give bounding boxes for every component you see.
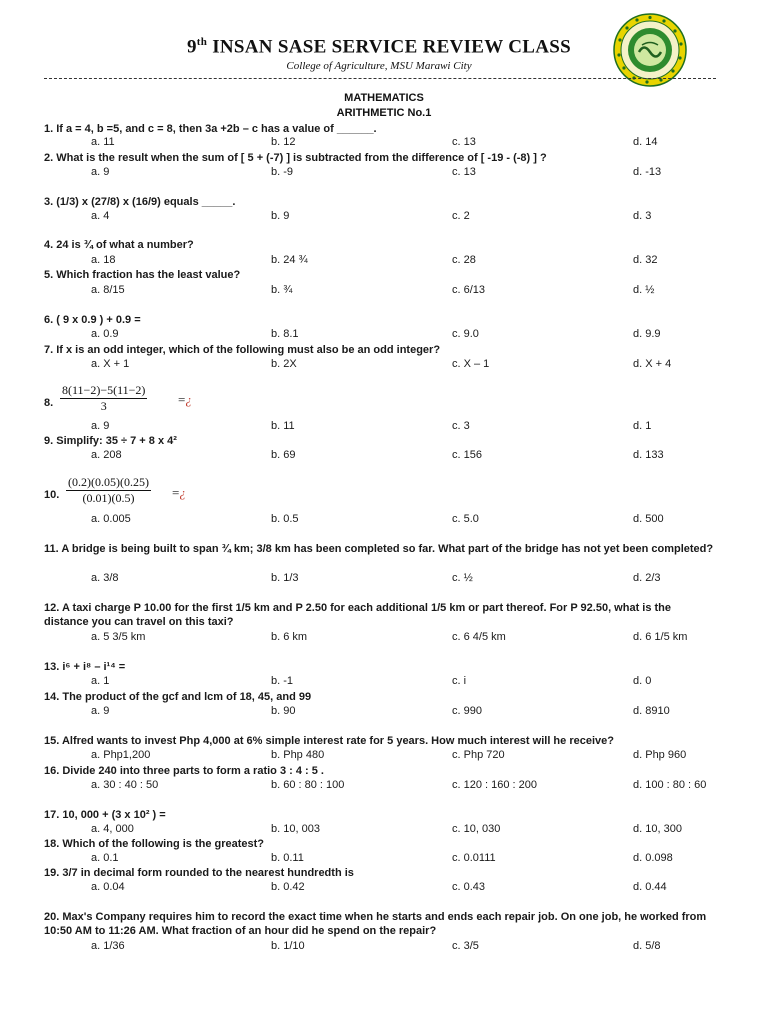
choice-5d: d. ½	[633, 284, 655, 296]
choice-5b: b. ¾	[271, 284, 293, 296]
choice-8a: a. 9	[91, 420, 110, 432]
choice-20d: d. 5/8	[633, 940, 661, 952]
choice-6a: a. 0.9	[91, 328, 119, 340]
choice-16d: d. 100 : 80 : 60	[633, 779, 707, 791]
q8-equals: =¿	[178, 392, 192, 407]
choice-1c: c. 13	[452, 136, 476, 148]
choice-14b: b. 90	[271, 705, 296, 717]
insan-sase-seal-icon	[612, 12, 688, 88]
choice-19c: c. 0.43	[452, 881, 486, 893]
question-3: 3. (1/3) x (27/8) x (16/9) equals _____.	[44, 196, 236, 208]
choice-7a: a. X + 1	[91, 358, 130, 370]
review-class-title: 9th INSAN SASE SERVICE REVIEW CLASS	[186, 36, 572, 58]
choice-13b: b. -1	[271, 675, 294, 687]
question-8-fraction	[60, 383, 147, 414]
choice-14d: d. 8910	[633, 705, 670, 717]
choice-14a: a. 9	[91, 705, 110, 717]
question-18: 18. Which of the following is the greatest?	[44, 838, 265, 850]
choice-20c: c. 3/5	[452, 940, 479, 952]
choice-9d: d. 133	[633, 449, 664, 461]
choice-4b: b. 24 ¾	[271, 254, 308, 266]
choice-19a: a. 0.04	[91, 881, 125, 893]
choice-3c: c. 2	[452, 210, 470, 222]
choice-17a: a. 4, 000	[91, 823, 134, 835]
choice-2c: c. 13	[452, 166, 476, 178]
choice-10d: d. 500	[633, 513, 664, 525]
choice-4c: c. 28	[452, 254, 476, 266]
choice-15d: d. Php 960	[633, 749, 687, 761]
choice-3b: b. 9	[271, 210, 290, 222]
choice-3a: a. 4	[91, 210, 110, 222]
choice-1d: d. 14	[633, 136, 658, 148]
choice-16a: a. 30 : 40 : 50	[91, 779, 159, 791]
header-divider	[44, 78, 716, 79]
choice-14c: c. 990	[452, 705, 482, 717]
choice-20b: b. 1/10	[271, 940, 305, 952]
choice-5a: a. 8/15	[91, 284, 125, 296]
choice-3d: d. 3	[633, 210, 652, 222]
choice-5c: c. 6/13	[452, 284, 486, 296]
choice-16c: c. 120 : 160 : 200	[452, 779, 538, 791]
choice-18b: b. 0.11	[271, 852, 304, 864]
choice-12a: a. 5 3/5 km	[91, 631, 146, 643]
choice-11d: d. 2/3	[633, 572, 661, 584]
choice-4d: d. 32	[633, 254, 658, 266]
choice-9b: b. 69	[271, 449, 296, 461]
choice-12b: b. 6 km	[271, 631, 308, 643]
question-15: 15. Alfred wants to invest Php 4,000 at 6% simple interest rate for 5 years. How much interest will he receive?	[44, 735, 614, 747]
choice-7b: b. 2X	[271, 358, 297, 370]
choice-11c: c. ½	[452, 572, 473, 584]
question-17: 17. 10, 000 + (3 x 10² ) =	[44, 809, 166, 821]
choice-6d: d. 9.9	[633, 328, 661, 340]
college-subtitle: College of Agriculture, MSU Marawi City	[286, 60, 472, 73]
q10-denominator: (0.01)(0.5)	[82, 491, 135, 505]
subject-heading: MATHEMATICS	[344, 92, 424, 104]
choice-8c: c. 3	[452, 420, 470, 432]
question-12: 12. A taxi charge P 10.00 for the first 1/5 km and P 2.50 for each additional 1/5 km or part thereof. For P 92.50, what is the distance you can travel on this taxi?	[44, 602, 672, 628]
choice-10a: a. 0.005	[91, 513, 131, 525]
choice-18c: c. 0.0111	[452, 852, 496, 864]
choice-13a: a. 1	[91, 675, 110, 687]
question-9: 9. Simplify: 35 ÷ 7 + 8 x 4²	[44, 435, 177, 447]
choice-6b: b. 8.1	[271, 328, 299, 340]
choice-8d: d. 1	[633, 420, 652, 432]
choice-7c: c. X – 1	[452, 358, 490, 370]
choice-13d: d. 0	[633, 675, 652, 687]
question-14: 14. The product of the gcf and lcm of 18, 45, and 99	[44, 691, 312, 703]
choice-17d: d. 10, 300	[633, 823, 682, 835]
topic-heading: ARITHMETIC No.1	[336, 107, 432, 119]
q8-numerator: 8(11−2)−5(11−2)	[62, 383, 146, 397]
choice-7d: d. X + 4	[633, 358, 672, 370]
choice-20a: a. 1/36	[91, 940, 125, 952]
choice-19b: b. 0.42	[271, 881, 305, 893]
q10-equals: =¿	[172, 485, 186, 500]
choice-10c: c. 5.0	[452, 513, 479, 525]
choice-12d: d. 6 1/5 km	[633, 631, 688, 643]
question-16: 16. Divide 240 into three parts to form a ratio 3 : 4 : 5 .	[44, 765, 324, 777]
choice-18a: a. 0.1	[91, 852, 119, 864]
question-8-number: 8.	[44, 397, 54, 409]
question-1: 1. If a = 4, b =5, and c = 8, then 3a +2b – c has a value of ______.	[44, 123, 377, 135]
choice-11a: a. 3/8	[91, 572, 119, 584]
choice-9c: c. 156	[452, 449, 482, 461]
question-2: 2. What is the result when the sum of [ 5 + (-7) ] is subtracted from the difference of [ -19 - (-8) ] ?	[44, 152, 547, 164]
choice-11b: b. 1/3	[271, 572, 299, 584]
q10-numerator: (0.2)(0.05)(0.25)	[68, 475, 149, 489]
choice-2d: d. -13	[633, 166, 662, 178]
choice-13c: c. i	[452, 675, 467, 687]
question-13: 13. i⁶ + i⁸ – i¹⁴ =	[44, 661, 126, 673]
choice-2a: a. 9	[91, 166, 110, 178]
q8-denominator: 3	[100, 399, 107, 413]
choice-18d: d. 0.098	[633, 852, 673, 864]
choice-17b: b. 10, 003	[271, 823, 320, 835]
choice-10b: b. 0.5	[271, 513, 299, 525]
choice-12c: c. 6 4/5 km	[452, 631, 506, 643]
choice-8b: b. 11	[271, 420, 295, 432]
choice-15a: a. Php1,200	[91, 749, 151, 761]
choice-16b: b. 60 : 80 : 100	[271, 779, 345, 791]
choice-15c: c. Php 720	[452, 749, 505, 761]
question-20: 20. Max's Company requires him to record the exact time when he starts and ends each repair job. On one job, he worked from 10:50 AM to 11:26 AM. What fraction of an hour did he spend on the repair?	[44, 911, 707, 937]
question-10-number: 10.	[44, 489, 60, 501]
choice-4a: a. 18	[91, 254, 116, 266]
choice-1b: b. 12	[271, 136, 296, 148]
choice-15b: b. Php 480	[271, 749, 325, 761]
question-10-fraction	[66, 475, 151, 506]
question-11: 11. A bridge is being built to span ¾ km; 3/8 km has been completed so far. What part of the bridge has not yet been completed?	[44, 543, 714, 555]
choice-2b: b. -9	[271, 166, 294, 178]
choice-6c: c. 9.0	[452, 328, 479, 340]
question-6: 6. ( 9 x 0.9 ) + 0.9 =	[44, 314, 141, 326]
question-5: 5. Which fraction has the least value?	[44, 269, 241, 281]
choice-17c: c. 10, 030	[452, 823, 501, 835]
choice-9a: a. 208	[91, 449, 122, 461]
choice-1a: a. 11	[91, 136, 115, 148]
choice-19d: d. 0.44	[633, 881, 667, 893]
question-4: 4. 24 is ¾ of what a number?	[44, 239, 194, 251]
question-7: 7. If x is an odd integer, which of the following must also be an odd integer?	[44, 344, 441, 356]
question-19: 19. 3/7 in decimal form rounded to the nearest hundredth is	[44, 867, 354, 879]
